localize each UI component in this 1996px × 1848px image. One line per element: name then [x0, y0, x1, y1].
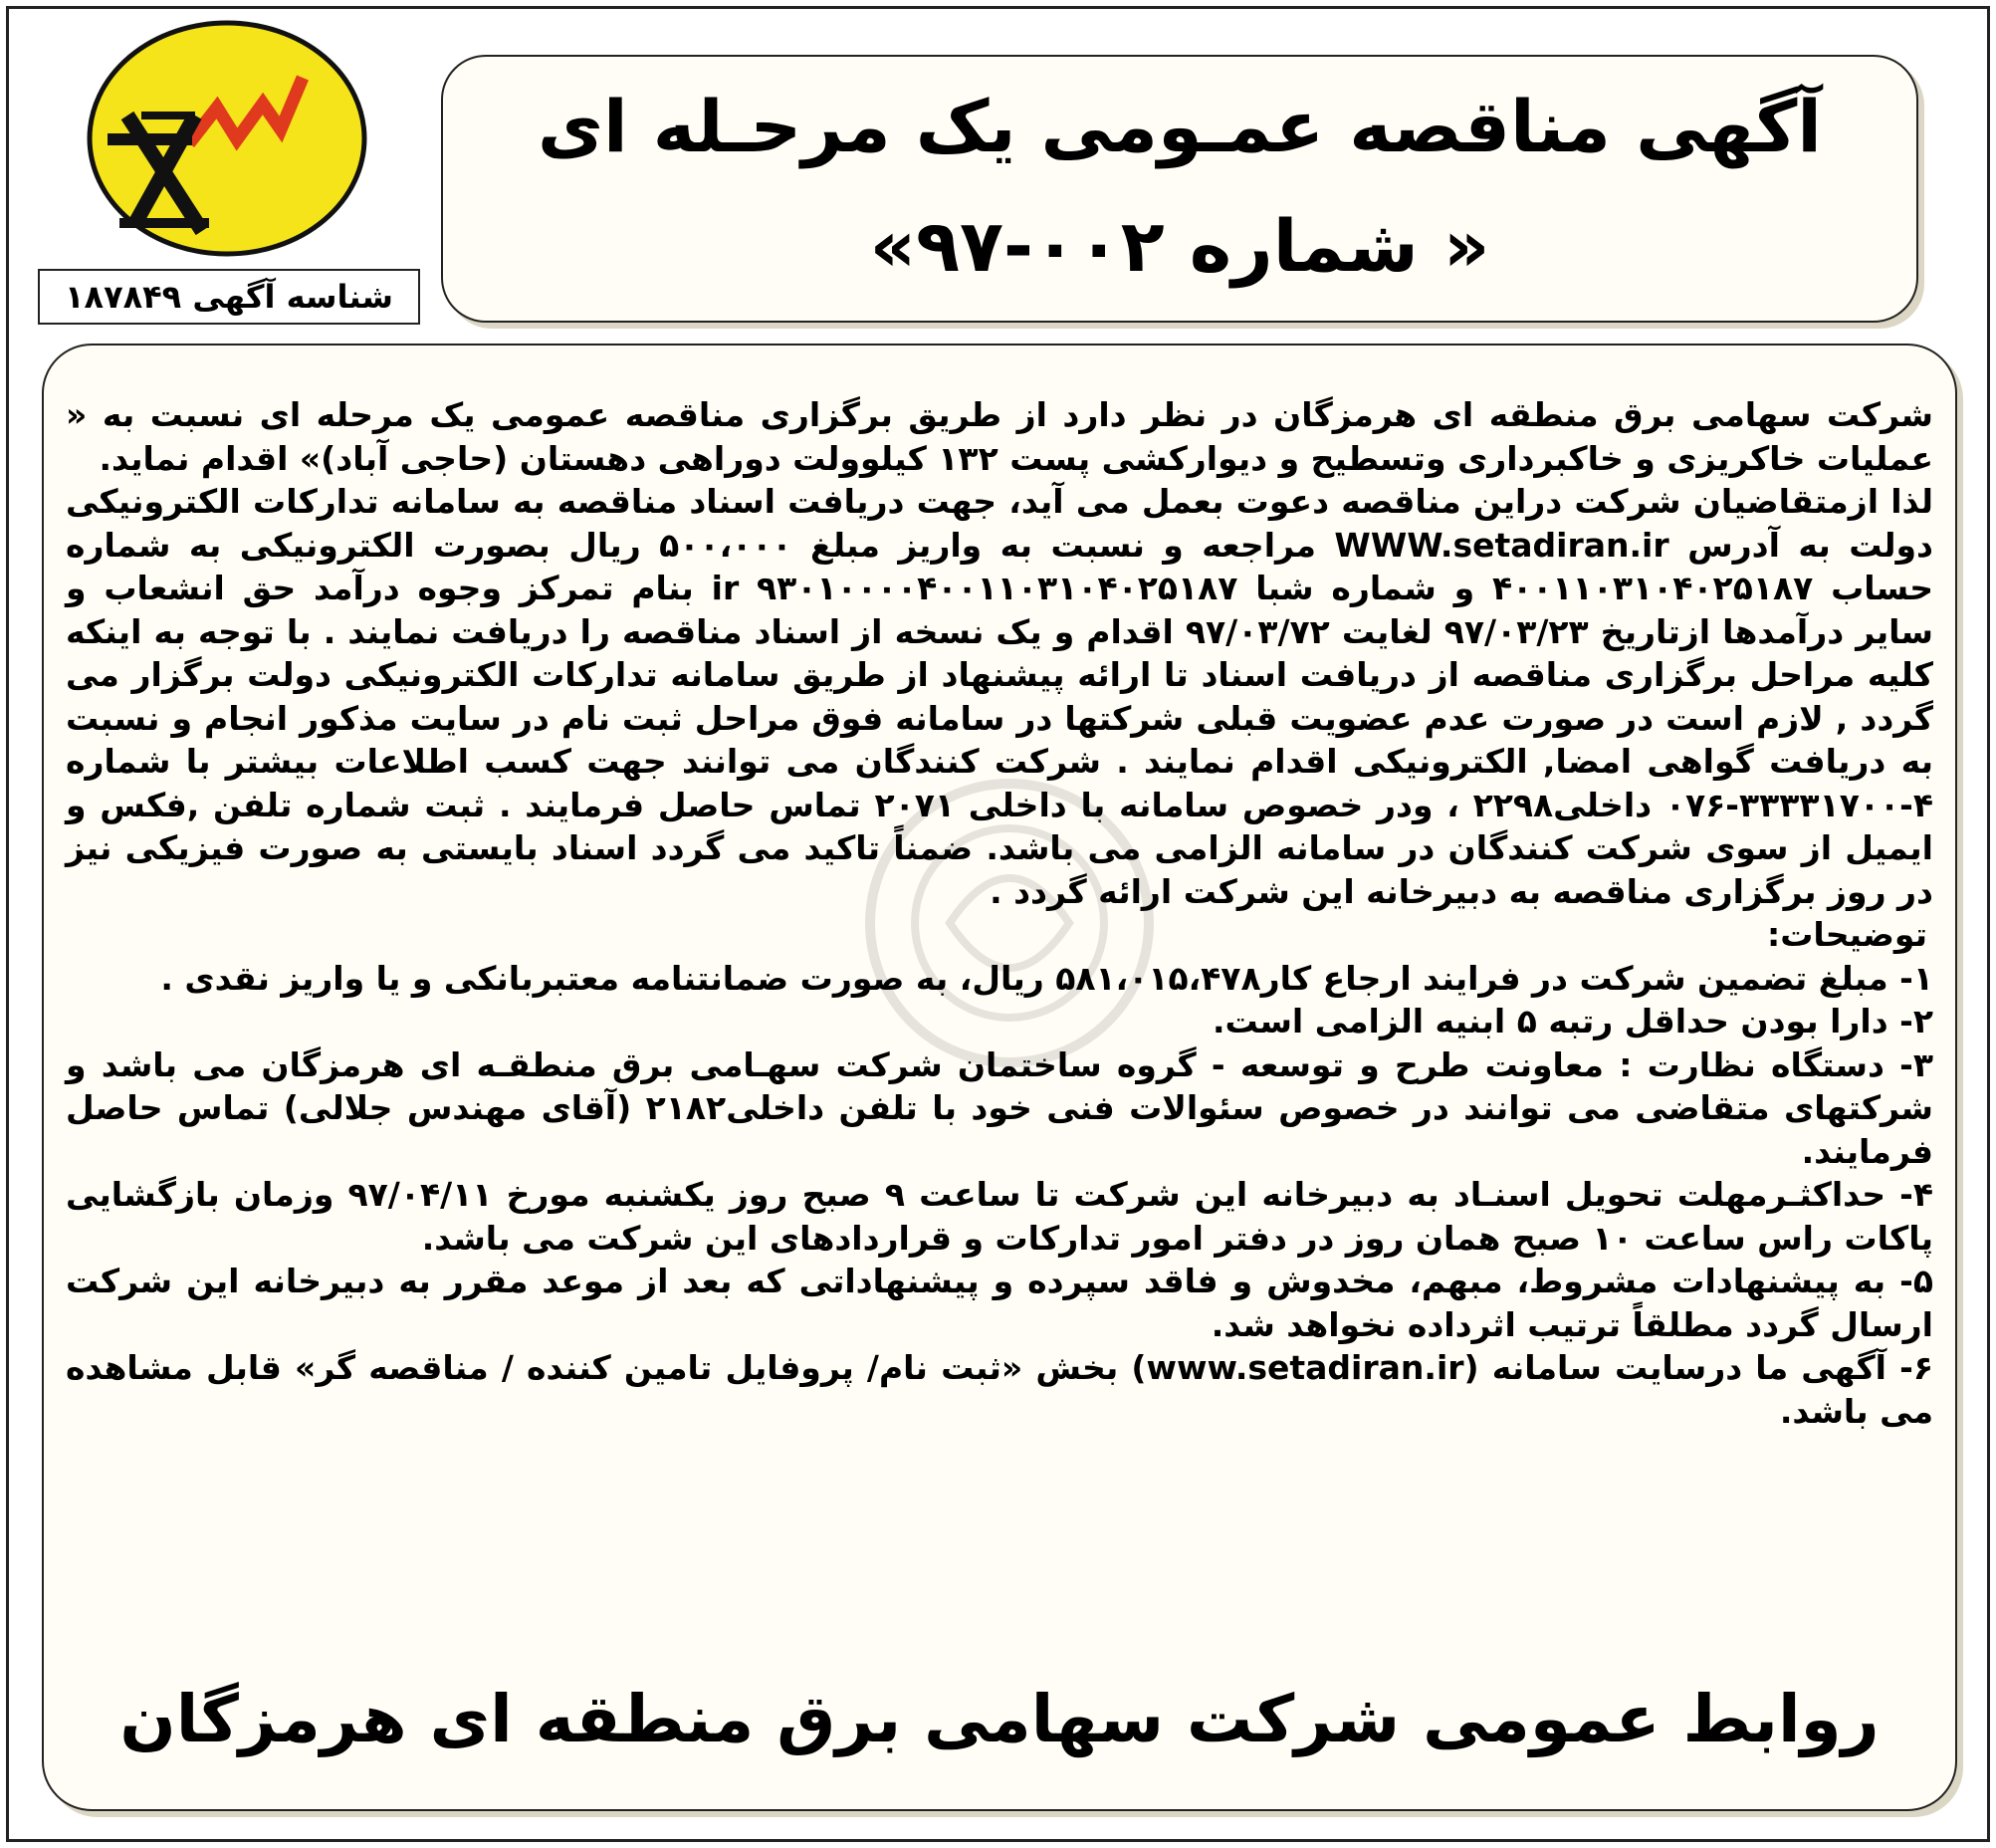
notes-heading: توضیحات:: [1767, 915, 1927, 954]
note-item: ۵- به پیشنهادات مشروط، مبهم، مخدوش و فاقد سپرده و پیشنهاداتی که بعد از موعد مقرر به دبیرخانه این شرکت ارسال گردد مطلقاً ترتیب اثرداده نخواهد شد.: [66, 1262, 1933, 1344]
note-item: ۶- آگهی ما درسایت سامانه (www.setadiran.ir) بخش «ثبت نام/ پروفایل تامین کننده / مناقصه گر» قابل مشاهده می باشد.: [66, 1348, 1933, 1431]
note-item: ۴- حداکثـرمهلت تحویل اسنـاد به دبیرخانه این شرکت تا ساعت ۹ صبح روز یکشنبه مورخ ۹۷/۰۴/۱۱ وزمان بازگشایی پاکات راس ساعت ۱۰ صبح همان روز در دفتر امور تدارکات و قراردادهای این شرکت می باشد.: [66, 1175, 1933, 1258]
tavanir-electricity-logo-icon: [78, 12, 376, 266]
note-item: ۱- مبلغ تضمین شرکت در فرایند ارجاع کار۵۸۱،۰۱۵،۴۷۸ ریال، به صورت ضمانتنامه معتبربانکی و یا واریز نقدی .: [160, 958, 1933, 998]
intro-paragraph: شرکت سهامی برق منطقه ای هرمزگان در نظر دارد از طریق برگزاری مناقصه عمومی یک مرحله ای نسبت به « عملیات خاکریزی و خاکبرداری وتسطیح و دیوارکشی پست ۱۳۲ کیلوولت دوراهی دهستان (حاجی آباد)» اقدام نماید.: [66, 395, 1933, 478]
ad-id-badge: شناسه آگهی ۱۸۷۸۴۹: [38, 269, 420, 325]
page-title: آگهی مناقصه عمـومی یک مرحـله ای: [538, 85, 1822, 168]
title-box: [441, 55, 1918, 323]
footer-signature: روابط عمومی شرکت سهامی برق منطقه ای هرمزگان: [119, 1681, 1880, 1757]
announcement-body: [42, 344, 1957, 1811]
note-item: ۲- دارا بودن حداقل رتبه ۵ ابنیه الزامی است.: [1212, 1002, 1933, 1040]
instructions-paragraph: لذا ازمتقاضیان شرکت دراین مناقصه دعوت بعمل می آید، جهت دریافت اسناد مناقصه به سامانه تدارکات الکترونیکی دولت به آدرس WWW.setadiran.ir مراجعه و نسبت به واریز مبلغ ۵۰۰،۰۰۰ ریال بصورت الکترونیکی به شماره حساب ۴۰۰۱۱۰۳۱۰۴۰۲۵۱۸۷ و شماره شبا ir ۹۳۰۱۰۰۰۰۴۰۰۱۱۰۳۱۰۴۰۲۵۱۸۷ بنام تمرکز وجوه درآمد حق انشعاب و سایر درآمدها ازتاریخ ۹۷/۰۳/۲۳ لغایت ۹۷/۰۳/۷۲ اقدام و یک نسخه از اسناد مناقصه را دریافت نمایند . با توجه به اینکه کلیه مراحل برگزاری مناقصه از دریافت اسناد تا ارائه پیشنهاد از طریق سامانه تدارکات الکترونیکی دولت برگزار می گردد , لازم است در صورت عدم عضویت قبلی شرکتها در سامانه فوق مراحل ثبت نام در سایت مذکور انجام و نسبت به دریافت گواهی امضا, الکترونیکی اقدام نمایند . شرکت کنندگان می توانند جهت کسب اطلاعات بیشتر با شماره ۴-۳۳۳۳۱۷۰۰-۰۷۶ داخلی۲۲۹۸ ، ودر خصوص سامانه با داخلی ۲۰۷۱ تماس حاصل فرمایند . ثبت شماره تلفن ,فکس و ایمیل از سوی شرکت کنندگان در سامانه الزامی می باشد. ضمناً تاکید می گردد اسناد بایستی به صورت فیزیکی نیز در روز برگزاری مناقصه به دبیرخانه این شرکت ارائه گردد .: [66, 482, 1933, 911]
company-logo: [78, 12, 376, 266]
note-item: ۳- دستگاه نظارت : معاونت طرح و توسعه - گروه ساختمان شرکت سهـامی برق منطقـه ای هرمزگان می باشد و شرکتهای متقاضی می توانند در خصوص سئوالات فنی خود با تلفن داخلی۲۱۸۲ (آقای مهندس جلالی) تماس حاصل فرمایند.: [66, 1044, 1934, 1171]
announcement-text: [66, 393, 1933, 1433]
tender-number: « شماره ۰۰۲-۹۷»: [869, 204, 1490, 288]
